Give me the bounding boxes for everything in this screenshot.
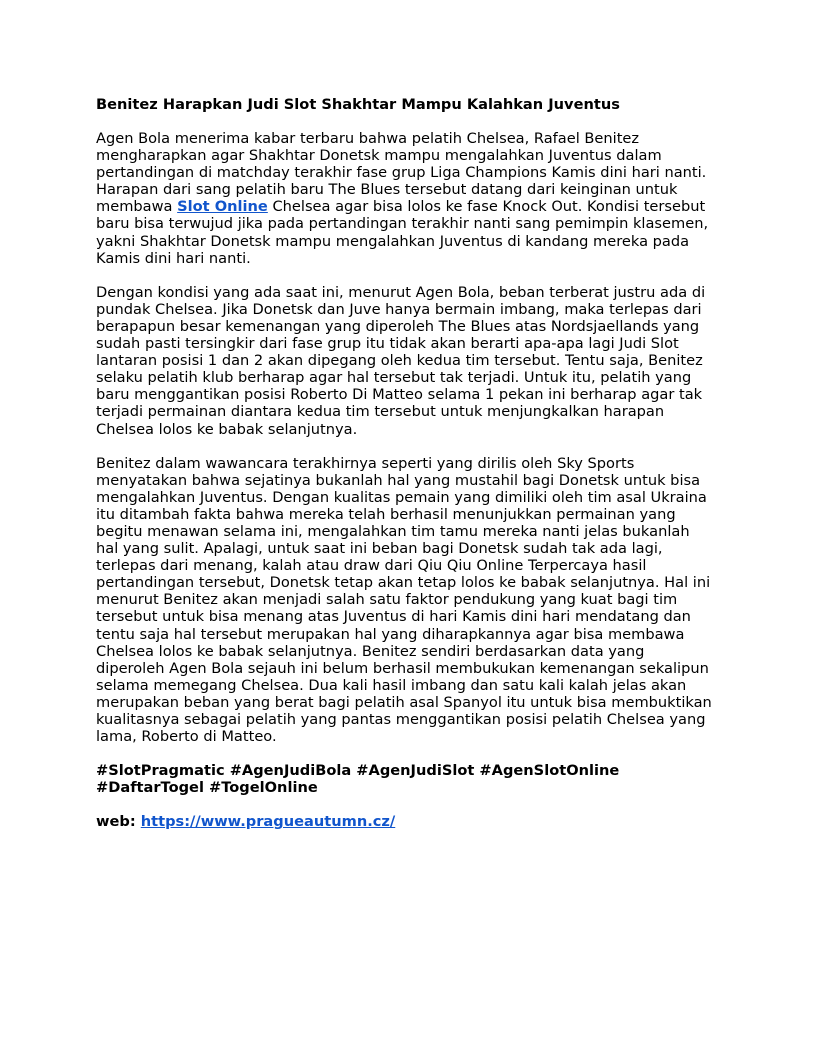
paragraph-1	[96, 130, 726, 267]
text-line: menurut Benitez akan menjadi salah satu faktor pendukung yang kuat bagi tim	[96, 591, 678, 609]
text-line: Chelsea lolos ke babak selanjutnya.	[96, 420, 358, 438]
text-line: Harapan dari sang pelatih baru The Blues tersebut datang dari keinginan untuk	[96, 181, 678, 199]
text-line: baru menggantikan posisi Roberto Di Matteo selama 1 pekan ini berharap agar tak	[96, 386, 703, 404]
text-line: merupakan beban yang berat bagi pelatih asal Spanyol itu untuk bisa membuktikan	[96, 693, 712, 711]
text-line: Dengan kondisi yang ada saat ini, menurut Agen Bola, beban terberat justru ada di	[96, 283, 706, 301]
text-line: menyatakan bahwa sejatinya bukanlah hal yang mustahil bagi Donetsk untuk bisa	[96, 471, 701, 489]
hashtags	[96, 762, 726, 796]
text-fragment: membawa	[96, 198, 178, 216]
text-line	[96, 198, 726, 215]
text-line: lantaran posisi 1 dan 2 akan dipegang oleh kedua tim tersebut. Tentu saja, Benitez	[96, 352, 703, 370]
text-line: selaku pelatih klub berharap agar hal tersebut tak terjadi. Untuk itu, pelatih yang	[96, 369, 692, 387]
text-line: itu ditambah fakta bahwa mereka telah berhasil menunjukkan permainan yang	[96, 505, 676, 523]
text-line: Chelsea lolos ke babak selanjutnya. Benitez sendiri berdasarkan data yang	[96, 642, 645, 660]
text-line: kualitasnya sebagai pelatih yang pantas menggantikan posisi pelatih Chelsea yang	[96, 711, 706, 728]
text-line: pertandingan di matchday terakhir fase grup Liga Champions Kamis dini hari nanti.	[96, 164, 707, 182]
text-line: tentu saja hal tersebut merupakan hal yang diharapkannya agar bisa membawa	[96, 625, 685, 643]
website-line	[96, 813, 726, 830]
text-line: baru bisa terwujud jika pada pertandingan terakhir nanti sang pemimpin klasemen,	[96, 215, 709, 233]
text-line: selama memegang Chelsea. Dua kali hasil imbang dan satu kali kalah jelas akan	[96, 676, 687, 694]
document-title: Benitez Harapkan Judi Slot Shakhtar Mampu Kalahkan Juventus	[96, 96, 620, 113]
text-line: Benitez dalam wawancara terakhirnya seperti yang dirilis oleh Sky Sports	[96, 454, 635, 472]
text-line: yakni Shakhtar Donetsk mampu mengalahkan Juventus di kandang mereka pada	[96, 232, 690, 250]
paragraph-2	[96, 284, 726, 438]
text-line: pundak Chelsea. Jika Donetsk dan Juve hanya bermain imbang, maka terlepas dari	[96, 300, 702, 318]
text-line: lama, Roberto di Matteo.	[96, 728, 277, 746]
text-line: Kamis dini hari nanti.	[96, 249, 251, 267]
hashtag-line: #DaftarTogel #TogelOnline	[96, 779, 318, 797]
text-line: terjadi permainan diantara kedua tim tersebut untuk menjungkalkan harapan	[96, 403, 665, 421]
text-line: mengalahkan Juventus. Dengan kualitas pemain yang dimiliki oleh tim asal Ukraina	[96, 488, 707, 506]
website-link[interactable]: https://www.pragueautumn.cz/	[140, 813, 396, 831]
hashtag-line: #SlotPragmatic #AgenJudiBola #AgenJudiSlot #AgenSlotOnline	[96, 762, 620, 780]
text-line: diperoleh Agen Bola sejauh ini belum berhasil membukukan kemenangan sekalipun	[96, 659, 709, 677]
website-label: web:	[96, 813, 141, 831]
text-line: pertandingan tersebut, Donetsk tetap akan tetap lolos ke babak selanjutnya. Hal ini	[96, 574, 711, 592]
text-line: berapapun besar kemenangan yang diperoleh The Blues atas Nordsjaellands yang	[96, 317, 700, 335]
text-line: tersebut untuk bisa menang atas Juventus di hari Kamis dini hari mendatang dan	[96, 608, 691, 626]
text-line: hal yang sulit. Apalagi, untuk saat ini beban bagi Donetsk sudah tak ada lagi,	[96, 540, 663, 558]
text-line: mengharapkan agar Shakhtar Donetsk mampu mengalahkan Juventus dalam	[96, 147, 662, 165]
document-page	[96, 96, 726, 830]
text-line: sudah pasti tersingkir dari fase grup itu tidak akan berarti apa-apa lagi Judi Slot	[96, 335, 679, 353]
text-fragment: Chelsea agar bisa lolos ke fase Knock Out. Kondisi tersebut	[267, 198, 706, 216]
text-line: Agen Bola menerima kabar terbaru bahwa pelatih Chelsea, Rafael Benitez	[96, 130, 640, 147]
text-line: begitu menawan selama ini, mengalahkan tim tamu mereka nanti jelas bukanlah	[96, 522, 690, 540]
text-line: terlepas dari menang, kalah atau draw dari Qiu Qiu Online Terpercaya hasil	[96, 557, 647, 575]
paragraph-3	[96, 455, 726, 746]
slot-online-link[interactable]: Slot Online	[177, 198, 268, 216]
